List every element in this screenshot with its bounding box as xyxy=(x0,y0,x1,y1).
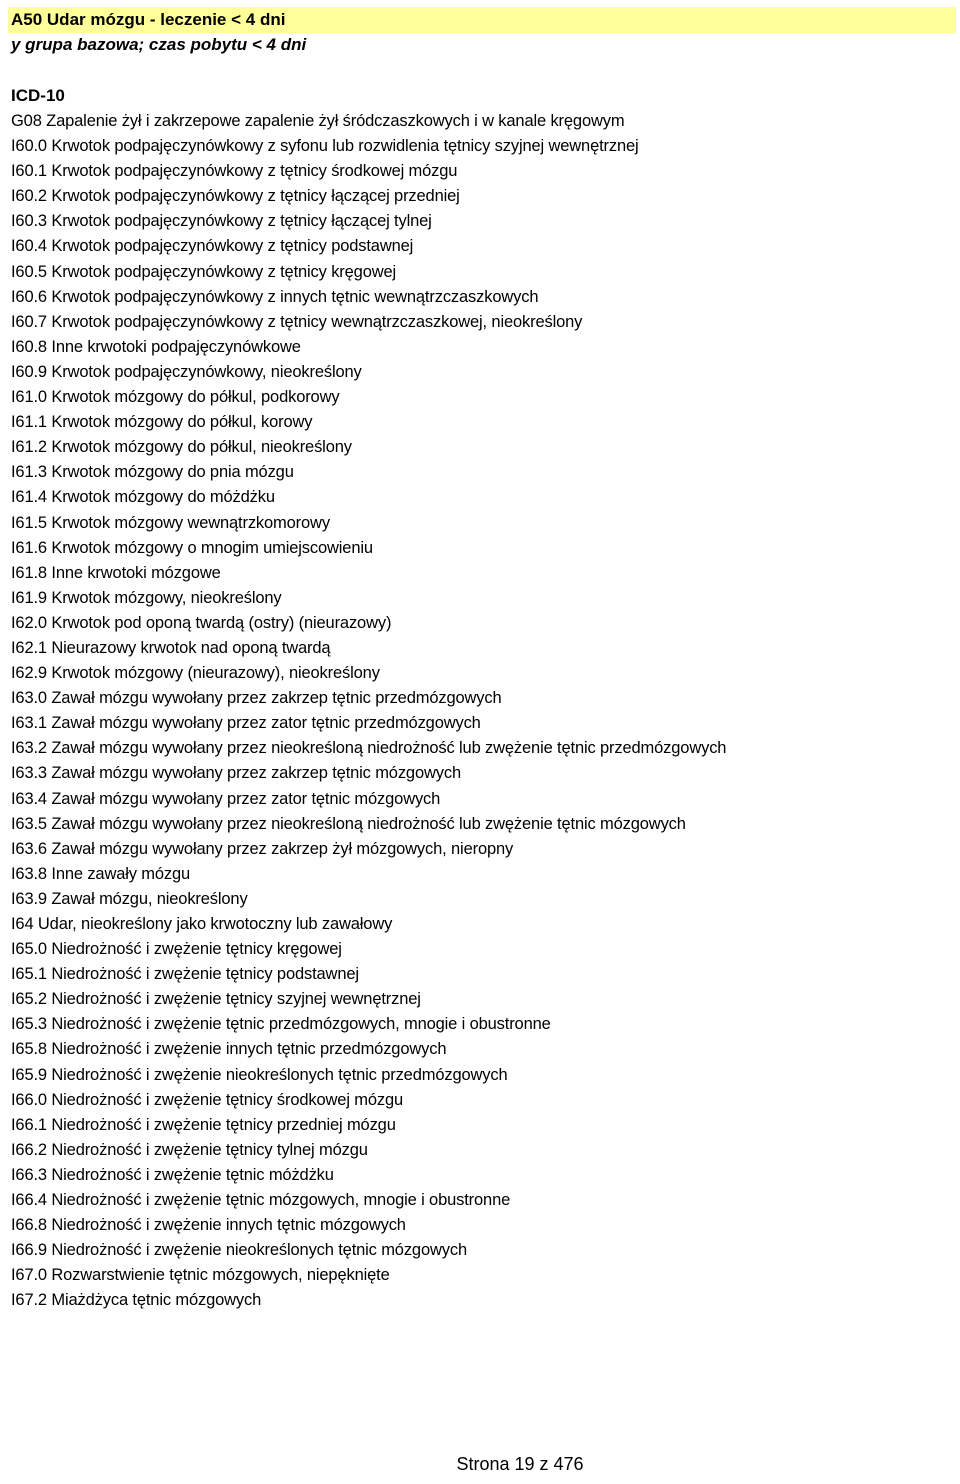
list-item: I60.2 Krwotok podpajęczynówkowy z tętnicy łączącej przedniej xyxy=(11,187,460,206)
list-item: I64 Udar, nieokreślony jako krwotoczny lub zawałowy xyxy=(11,915,393,933)
page-title: A50 Udar mózgu - leczenie < 4 dni xyxy=(11,10,286,29)
list-item: I61.3 Krwotok mózgowy do pnia mózgu xyxy=(11,463,294,482)
list-item: I60.4 Krwotok podpajęczynówkowy z tętnicy podstawnej xyxy=(11,237,414,256)
section-heading-icd10: ICD-10 xyxy=(11,86,65,105)
list-item: I61.4 Krwotok mózgowy do móżdżku xyxy=(11,488,275,507)
list-item: I66.4 Niedrożność i zwężenie tętnic mózgowych, mnogie i obustronne xyxy=(11,1191,511,1210)
list-item: I60.6 Krwotok podpajęczynówkowy z innych tętnic wewnątrzczaszkowych xyxy=(11,287,539,306)
list-item: I60.7 Krwotok podpajęczynówkowy z tętnicy wewnątrzczaszkowej, nieokreślony xyxy=(11,312,583,331)
list-item: I61.0 Krwotok mózgowy do półkul, podkorowy xyxy=(11,388,340,407)
list-item: I67.2 Miażdżyca tętnic mózgowych xyxy=(11,1291,262,1310)
icd10-code-list xyxy=(11,110,726,1315)
list-item: I60.8 Inne krwotoki podpajęczynówkowe xyxy=(11,337,301,356)
list-item: I62.0 Krwotok pod oponą twardą (ostry) (nieurazowy) xyxy=(11,613,392,632)
list-item: I61.8 Inne krwotoki mózgowe xyxy=(11,563,221,582)
list-item: I66.1 Niedrożność i zwężenie tętnicy przedniej mózgu xyxy=(11,1115,396,1134)
page-subtitle: y grupa bazowa; czas pobytu < 4 dni xyxy=(11,35,307,54)
list-item: I60.5 Krwotok podpajęczynówkowy z tętnicy kręgowej xyxy=(11,262,397,281)
list-item: I65.0 Niedrożność i zwężenie tętnicy kręgowej xyxy=(11,940,342,959)
list-item: I62.1 Nieurazowy krwotok nad oponą twardą xyxy=(11,638,331,657)
list-item: I63.4 Zawał mózgu wywołany przez zator tętnic mózgowych xyxy=(11,789,441,808)
list-item: I65.8 Niedrożność i zwężenie innych tętnic przedmózgowych xyxy=(11,1040,447,1059)
list-item: I60.3 Krwotok podpajęczynówkowy z tętnicy łączącej tylnej xyxy=(11,212,432,231)
list-item: I63.6 Zawał mózgu wywołany przez zakrzep żył mózgowych, nieropny xyxy=(11,839,514,858)
list-item: I61.1 Krwotok mózgowy do półkul, korowy xyxy=(11,413,313,432)
list-item: G08 Zapalenie żył i zakrzepowe zapalenie żył śródczaszkowych i w kanale kręgowym xyxy=(11,112,625,130)
list-item: I65.3 Niedrożność i zwężenie tętnic przedmózgowych, mnogie i obustronne xyxy=(11,1015,551,1034)
page-number: Strona 19 z 476 xyxy=(456,1454,584,1474)
list-item: I65.2 Niedrożność i zwężenie tętnicy szyjnej wewnętrznej xyxy=(11,990,421,1009)
list-item: I63.8 Inne zawały mózgu xyxy=(11,864,191,883)
list-item: I63.2 Zawał mózgu wywołany przez nieokreśloną niedrożność lub zwężenie tętnic przedmózgowych xyxy=(11,739,727,758)
list-item: I61.2 Krwotok mózgowy do półkul, nieokreślony xyxy=(11,438,352,457)
list-item: I63.0 Zawał mózgu wywołany przez zakrzep tętnic przedmózgowych xyxy=(11,689,502,708)
list-item: I66.3 Niedrożność i zwężenie tętnic móżdżku xyxy=(11,1165,334,1184)
list-item: I60.9 Krwotok podpajęczynówkowy, nieokreślony xyxy=(11,362,362,381)
list-item: I62.9 Krwotok mózgowy (nieurazowy), nieokreślony xyxy=(11,664,380,683)
list-item: I66.8 Niedrożność i zwężenie innych tętnic mózgowych xyxy=(11,1216,406,1235)
list-item: I61.5 Krwotok mózgowy wewnątrzkomorowy xyxy=(11,513,330,532)
list-item: I65.9 Niedrożność i zwężenie nieokreślonych tętnic przedmózgowych xyxy=(11,1065,508,1084)
list-item: I60.1 Krwotok podpajęczynówkowy z tętnicy środkowej mózgu xyxy=(11,162,458,181)
list-item: I63.3 Zawał mózgu wywołany przez zakrzep tętnic mózgowych xyxy=(11,764,461,783)
list-item: I66.9 Niedrożność i zwężenie nieokreślonych tętnic mózgowych xyxy=(11,1241,467,1260)
list-item: I63.5 Zawał mózgu wywołany przez nieokreśloną niedrożność lub zwężenie tętnic mózgowych xyxy=(11,814,686,833)
list-item: I63.9 Zawał mózgu, nieokreślony xyxy=(11,889,248,908)
list-item: I63.1 Zawał mózgu wywołany przez zator tętnic przedmózgowych xyxy=(11,714,481,733)
list-item: I65.1 Niedrożność i zwężenie tętnicy podstawnej xyxy=(11,965,359,984)
list-item: I66.2 Niedrożność i zwężenie tętnicy tylnej mózgu xyxy=(11,1140,368,1159)
list-item: I61.9 Krwotok mózgowy, nieokreślony xyxy=(11,588,282,607)
list-item: I60.0 Krwotok podpajęczynówkowy z syfonu lub rozwidlenia tętnicy szyjnej wewnętrznej xyxy=(11,137,639,156)
list-item: I61.6 Krwotok mózgowy o mnogim umiejscowieniu xyxy=(11,538,373,557)
list-item: I67.0 Rozwarstwienie tętnic mózgowych, niepęknięte xyxy=(11,1266,390,1285)
list-item: I66.0 Niedrożność i zwężenie tętnicy środkowej mózgu xyxy=(11,1090,404,1109)
